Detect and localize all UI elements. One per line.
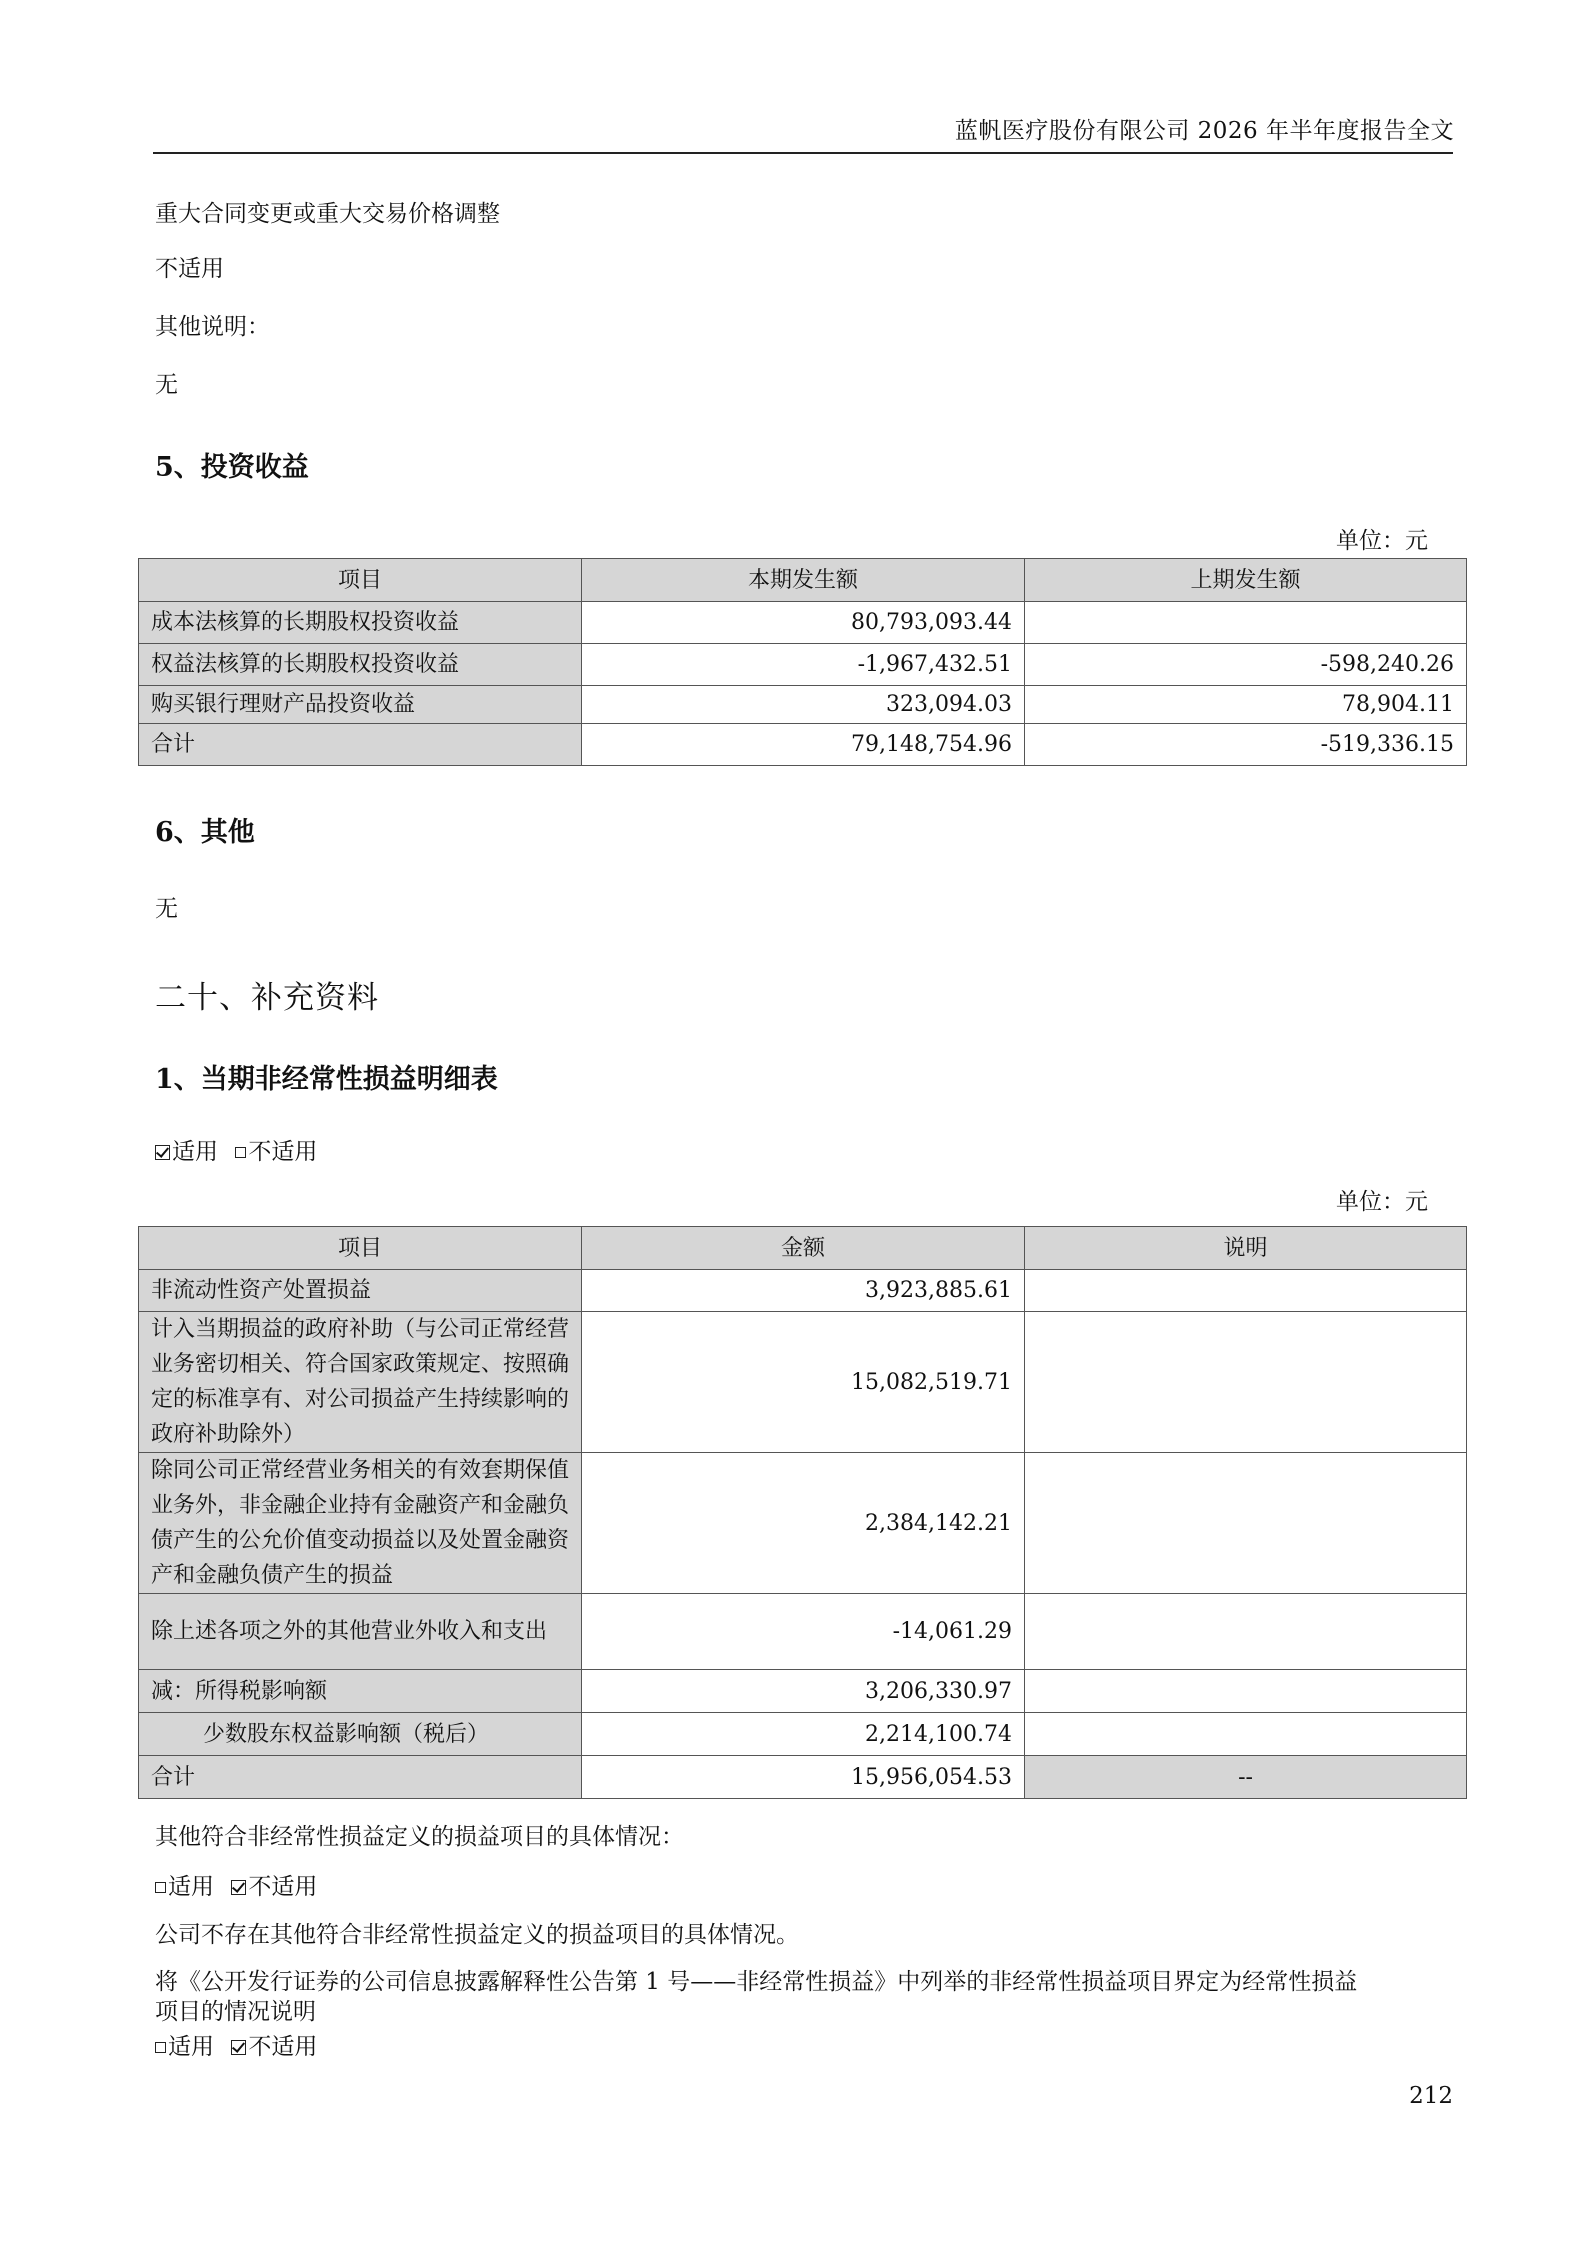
column-header: 说明 [1025,1227,1467,1270]
row-label: 少数股东权益影响额（税后） [139,1713,582,1756]
table-header-row [139,1227,1467,1270]
prior-amount [1025,602,1467,644]
text-not-applicable: 不适用 [155,256,224,282]
heading-non-recurring: 1、当期非经常性损益明细表 [155,1064,498,1095]
note [1025,1270,1467,1312]
current-amount: 79,148,754.96 [582,724,1025,766]
current-amount: -1,967,432.51 [582,644,1025,686]
row-label: 权益法核算的长期股权投资收益 [139,644,582,686]
column-header: 项目 [139,1227,582,1270]
text-no-other-items: 公司不存在其他符合非经常性损益定义的损益项目的具体情况。 [155,1922,799,1948]
applicable-label: 适用 [168,1874,214,1900]
note: -- [1025,1756,1467,1799]
table-row [139,1670,1467,1713]
unchecked-box-icon [155,2042,166,2053]
note [1025,1312,1467,1453]
table-row [139,1270,1467,1312]
heading-other: 6、其他 [155,817,255,848]
unchecked-box-icon [155,1882,166,1893]
unit-label: 单位：元 [1336,528,1428,554]
column-header: 本期发生额 [582,559,1025,602]
amount: 3,206,330.97 [582,1670,1025,1713]
text-other-notes: 其他说明： [155,314,270,340]
row-label: 合计 [139,724,582,766]
column-header: 项目 [139,559,582,602]
applicable-label: 适用 [172,1139,218,1165]
amount: 2,384,142.21 [582,1453,1025,1594]
not-applicable-label: 不适用 [248,2034,318,2060]
unit-label: 单位：元 [1336,1189,1428,1215]
applicability-line [155,1133,317,1166]
text-none: 无 [155,372,178,398]
text-none: 无 [155,896,178,922]
heading-investment-income: 5、投资收益 [155,452,309,483]
note [1025,1670,1467,1713]
prior-amount: -519,336.15 [1025,724,1467,766]
text-reclassification-note-cont: 项目的情况说明 [155,1999,316,2025]
amount: 3,923,885.61 [582,1270,1025,1312]
table-row [139,1713,1467,1756]
current-amount: 323,094.03 [582,686,1025,724]
page-number: 212 [1409,2083,1453,2109]
prior-amount: 78,904.11 [1025,686,1467,724]
note [1025,1453,1467,1594]
page-header-title: 蓝帆医疗股份有限公司 2026 年半年度报告全文 [954,118,1454,144]
not-applicable-label: 不适用 [248,1139,318,1165]
table-row [139,1312,1467,1453]
table-row [139,1453,1467,1594]
checked-box-icon [155,1145,170,1160]
checked-box-icon [231,1880,246,1895]
header-rule [153,152,1453,154]
chapter-heading-supplementary: 二十、补充资料 [155,980,379,1016]
current-amount: 80,793,093.44 [582,602,1025,644]
checked-box-icon [231,2040,246,2055]
applicable-label: 适用 [168,2034,214,2060]
row-label: 计入当期损益的政府补助（与公司正常经营业务密切相关、符合国家政策规定、按照确定的标准享有、对公司损益产生持续影响的政府补助除外） [139,1312,582,1453]
table-row [139,644,1467,686]
row-label: 除上述各项之外的其他营业外收入和支出 [139,1594,582,1670]
applicability-line [155,1868,317,1901]
column-header: 金额 [582,1227,1025,1270]
not-applicable-label: 不适用 [248,1874,318,1900]
unchecked-box-icon [235,1147,246,1158]
row-label: 减：所得税影响额 [139,1670,582,1713]
table-row [139,724,1467,766]
text-reclassification-note: 将《公开发行证券的公司信息披露解释性公告第 1 号——非经常性损益》中列举的非经常性损益项目界定为经常性损益 [155,1969,1358,1995]
prior-amount: -598,240.26 [1025,644,1467,686]
row-label: 成本法核算的长期股权投资收益 [139,602,582,644]
row-label: 购买银行理财产品投资收益 [139,686,582,724]
investment-income-table [138,558,1467,766]
amount: 2,214,100.74 [582,1713,1025,1756]
table-row [139,602,1467,644]
note [1025,1713,1467,1756]
text-other-items: 其他符合非经常性损益定义的损益项目的具体情况： [155,1824,684,1850]
row-label: 除同公司正常经营业务相关的有效套期保值业务外，非金融企业持有金融资产和金融负债产生的公允价值变动损益以及处置金融资产和金融负债产生的损益 [139,1453,582,1594]
note [1025,1594,1467,1670]
row-label: 合计 [139,1756,582,1799]
applicability-line [155,2028,317,2061]
table-row [139,1756,1467,1799]
table-row [139,686,1467,724]
row-label: 非流动性资产处置损益 [139,1270,582,1312]
table-header-row [139,559,1467,602]
amount: -14,061.29 [582,1594,1025,1670]
amount: 15,956,054.53 [582,1756,1025,1799]
non-recurring-table [138,1226,1467,1799]
table-row [139,1594,1467,1670]
column-header: 上期发生额 [1025,559,1467,602]
amount: 15,082,519.71 [582,1312,1025,1453]
text-contract-change: 重大合同变更或重大交易价格调整 [155,201,500,227]
